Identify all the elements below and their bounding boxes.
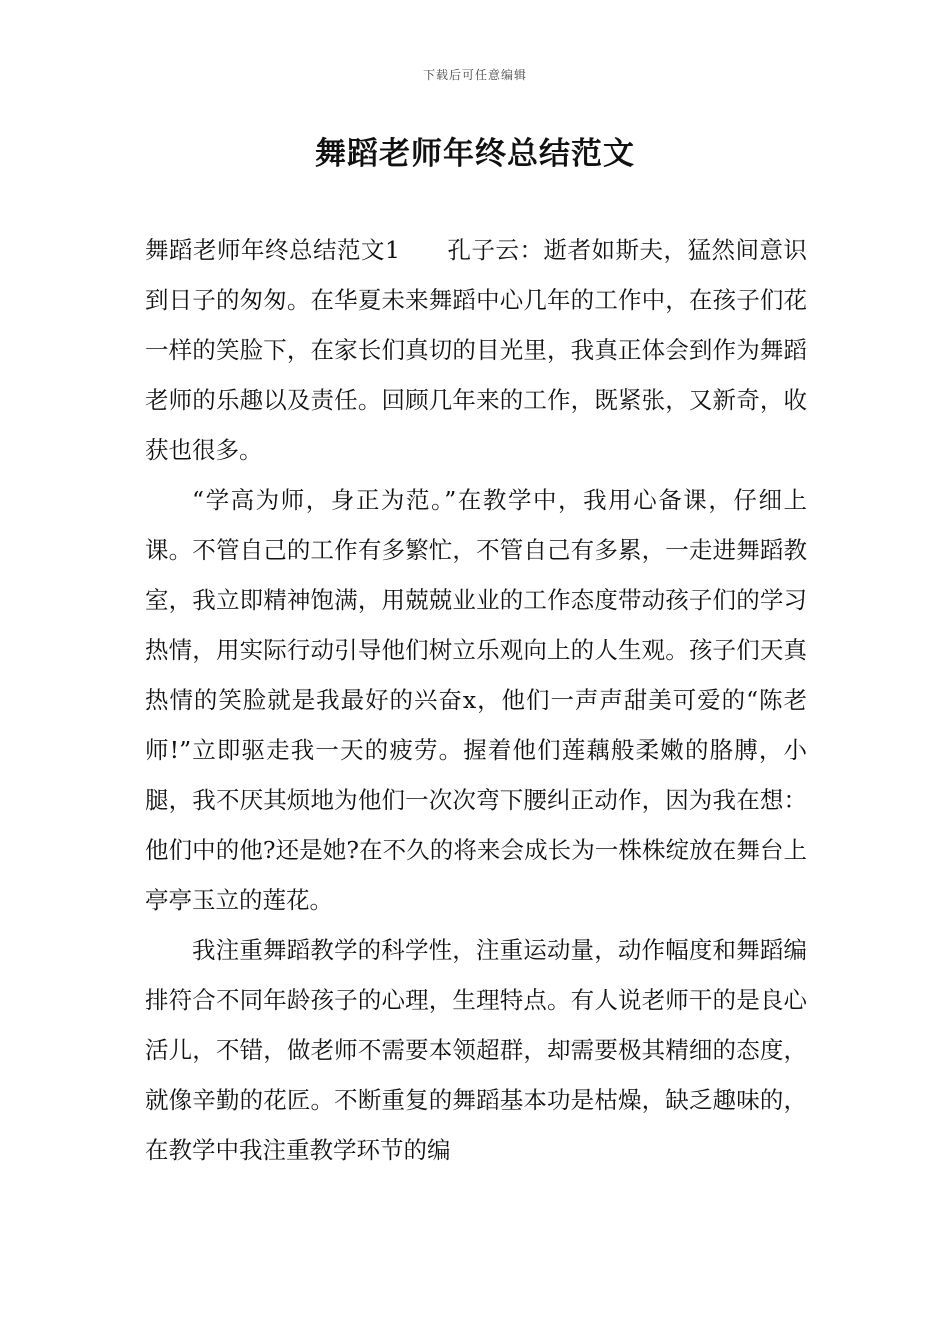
document-body — [145, 225, 807, 1175]
paragraph-3: 我注重舞蹈教学的科学性，注重运动量，动作幅度和舞蹈编排符合不同年龄孩子的心理，生理特点。有人说老师干的是良心活儿，不错，做老师不需要本领超群，却需要极其精细的态度，就像辛勤的花匠。不断重复的舞蹈基本功是枯燥，缺乏趣味的，在教学中我注重教学环节的编 — [145, 936, 807, 1164]
section-subtitle: 舞蹈老师年终总结范文1 — [145, 236, 400, 264]
paragraph-1 — [145, 225, 807, 475]
paragraph-1-text: 孔子云：逝者如斯夫，猛然间意识到日子的匆匆。在华夏未来舞蹈中心几年的工作中，在孩子们花一样的笑脸下，在家长们真切的目光里，我真正体会到作为舞蹈老师的乐趣以及责任。回顾几年来的工作，既紧张，又新奇，收获也很多。 — [145, 236, 808, 464]
document-title: 舞蹈老师年终总结范文 — [315, 136, 635, 172]
header-note: 下载后可任意编辑 — [422, 68, 527, 82]
paragraph-2: “学高为师，身正为范。”在教学中，我用心备课，仔细上课。不管自己的工作有多繁忙，不管自己有多累，一走进舞蹈教室，我立即精神饱满，用兢兢业业的工作态度带动孩子们的学习热情，用实际行动引导他们树立乐观向上的人生观。孩子们天真热情的笑脸就是我最好的兴奋x，他们一声声甜美可爱的“陈老师!”立即驱走我一天的疲劳。握着他们莲藕般柔嫩的胳膊，小腿，我不厌其烦地为他们一次次弯下腰纠正动作，因为我在想：他们中的他?还是她?在不久的将来会成长为一株株绽放在舞台上亭亭玉立的莲花。 — [145, 486, 807, 914]
